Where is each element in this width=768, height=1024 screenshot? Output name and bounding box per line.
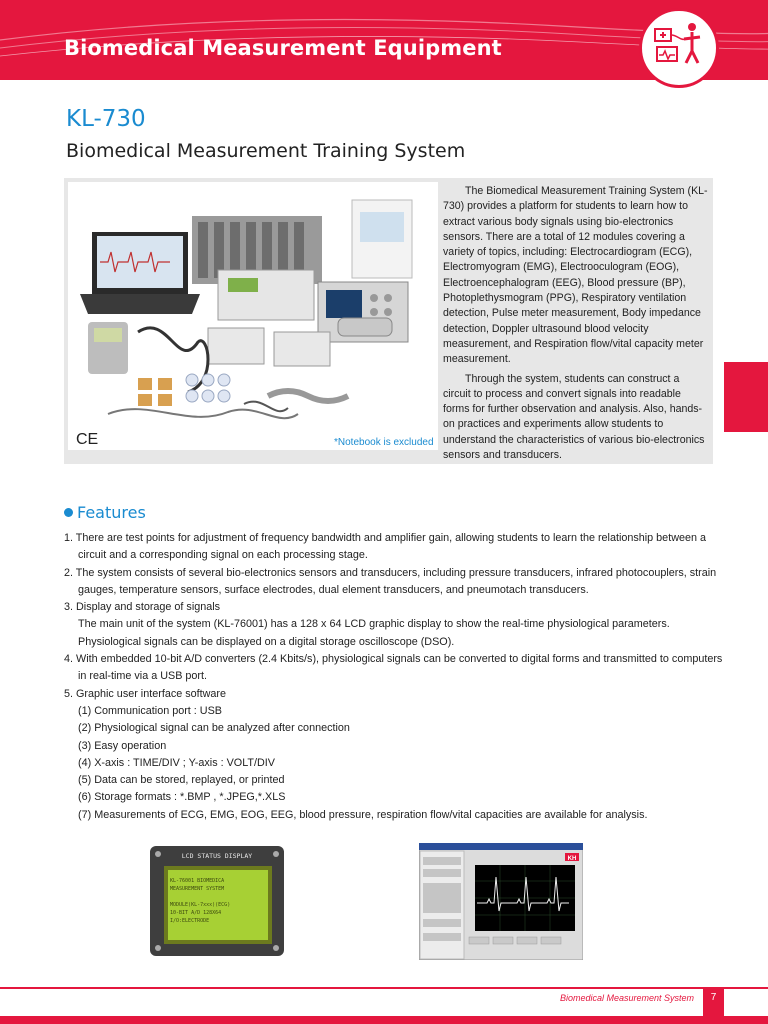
feature-subline: Physiological signals can be displayed on a digital storage oscilloscope (DSO). [78, 635, 455, 648]
medical-equipment-icon [639, 8, 719, 88]
feature-item: 4. With embedded 10-bit A/D converters (2.4 Kbits/s), physiological signals can be converted to digital forms and transmitted to computers in real-time via a USB port. [64, 653, 723, 683]
lcd-line: I/O:ELECTRODE [170, 918, 210, 924]
gui-software-screenshot [419, 843, 583, 960]
product-name: Biomedical Measurement Training System [66, 140, 466, 162]
feature-subline: (2) Physiological signal can be analyzed after connection [78, 722, 350, 735]
page-number: 7 [703, 989, 724, 1016]
lcd-line: MODULE(KL-7xxx)(ECG) [170, 902, 231, 908]
intro-paragraph-1: The Biomedical Measurement Training System (KL-730) provides a platform for students to learn how to extract various body signals using bio-electronics sensors. There are a total of 12 modules covering a variety of topics, including: Electrocardiogram (ECG), Electromyogram (EMG), Electrooculogram (EOG), Electroencephalogram (EEG), Blood pressure (BP), Photoplethysmogram (PPG), Respiratory ventilation detection, Pulse meter measurement, Body impedance detection, Doppler ultrasound blood velocity measurement, and Respiration flow/vital capacity meter measurement. [443, 185, 708, 366]
feature-item: 5. Graphic user interface software [64, 687, 227, 700]
product-model: KL-730 [66, 106, 146, 132]
side-tab-marker [724, 362, 768, 432]
bullet-dot-icon [64, 508, 73, 517]
features-list [64, 530, 724, 824]
lcd-line: KL-76001 BIOMEDICA [170, 878, 225, 884]
header-title: Biomedical Measurement Equipment [64, 36, 502, 60]
product-photo [68, 182, 438, 450]
feature-item: 3. Display and storage of signals [64, 601, 221, 614]
gui-brand-logo: KH [567, 856, 577, 862]
feature-subline: The main unit of the system (KL-76001) has a 128 x 64 LCD graphic display to show the real-time physiological parameters. [78, 618, 670, 631]
feature-subline: (3) Easy operation [78, 739, 167, 752]
lcd-line: 10-BIT A/D 128X64 [170, 910, 222, 916]
intro-paragraph-2: Through the system, students can construct a circuit to process and convert signals into readable forms for further observation and analysis. Also, hands-on practices and experiments allow students to understand the characteristics of various bio-electronics sensors and transducers. [443, 372, 705, 462]
feature-item: 2. The system consists of several bio-electronics sensors and transducers, including pressure transducers, infrared photocouplers, strain gauges, temperature sensors, surface electrodes, dual element transducers, and pneumotach transducers. [64, 566, 717, 596]
notebook-note: *Notebook is excluded [334, 437, 434, 448]
footer-section-title: Biomedical Measurement System [560, 993, 695, 1003]
lcd-label: LCD STATUS DISPLAY [181, 852, 253, 860]
feature-subline: (7) Measurements of ECG, EMG, EOG, EEG, blood pressure, respiration flow/vital capacities are available for analysis. [78, 808, 648, 821]
feature-subline: (6) Storage formats : *.BMP , *.JPEG,*.XLS [78, 791, 286, 804]
footer-bar [0, 1016, 768, 1024]
ce-mark: CE [76, 431, 99, 448]
feature-subline: (4) X-axis : TIME/DIV ; Y-axis : VOLT/DIV [78, 756, 275, 769]
footer-rule [0, 987, 768, 989]
feature-subline: (5) Data can be stored, replayed, or printed [78, 774, 285, 787]
features-heading: Features [64, 503, 146, 522]
lcd-status-display-photo [150, 846, 284, 956]
feature-item: 1. There are test points for adjustment of frequency bandwidth and amplifier gain, allowing students to learn the relationship between a circuit and a corresponding signal on each processing stage. [64, 532, 707, 562]
intro-description [443, 184, 709, 463]
lcd-line: MEASUREMENT SYSTEM [170, 886, 225, 892]
feature-subline: (1) Communication port : USB [78, 704, 223, 717]
